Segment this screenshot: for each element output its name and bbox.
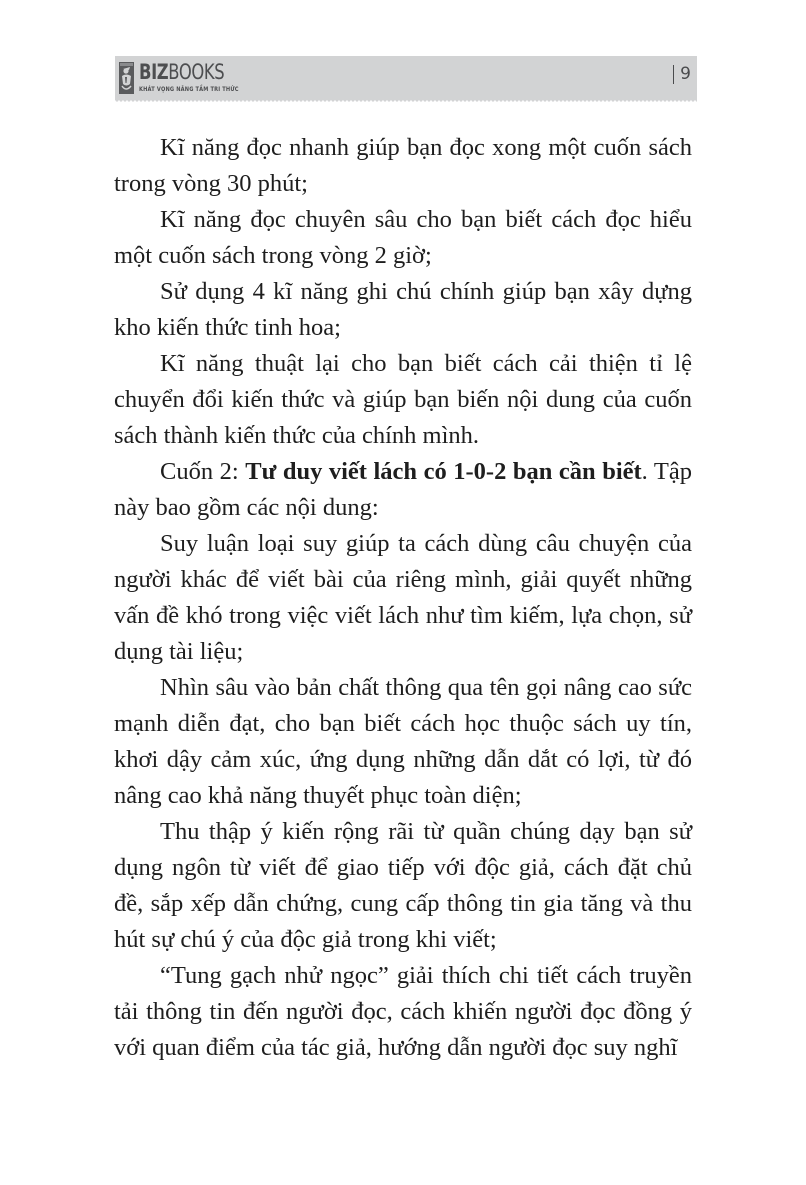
brand-bold: BIZ (139, 60, 169, 84)
body-text (114, 130, 692, 1066)
book-2-suffix: . Tập này bao gồm các nội dung: (114, 458, 692, 521)
running-header (115, 56, 697, 100)
page-number-value: 9 (680, 64, 691, 84)
book-figure-icon (119, 62, 134, 94)
page-number-divider (673, 65, 674, 84)
book-2-prefix: Cuốn 2: (160, 458, 246, 485)
brand-logo-text (139, 59, 224, 85)
paragraph: Thu thập ý kiến rộng rãi từ quần chúng dạy bạn sử dụng ngôn từ viết để giao tiếp với độc giả, cách đặt chủ đề, sắp xếp dẫn chứng, cung cấp thông tin gia tăng và thu hút sự chú ý của độc giả trong khi viết; (114, 818, 692, 953)
paragraph: Kĩ năng đọc chuyên sâu cho bạn biết cách đọc hiểu một cuốn sách trong vòng 2 giờ; (114, 206, 692, 269)
brand-tagline: KHÁT VỌNG NÂNG TẦM TRI THỨC (139, 86, 239, 93)
paragraph-book-2 (114, 454, 692, 526)
paragraph: Nhìn sâu vào bản chất thông qua tên gọi nâng cao sức mạnh diễn đạt, cho bạn biết cách học thuộc sách uy tín, khơi dậy cảm xúc, ứng dụng những dẫn dắt có lợi, từ đó nâng cao khả năng thuyết phục toàn diện; (114, 674, 692, 809)
paragraph: Suy luận loại suy giúp ta cách dùng câu chuyện của người khác để viết bài của riêng mình, giải quyết những vấn đề khó trong việc viết lách như tìm kiếm, lựa chọn, sử dụng tài liệu; (114, 530, 692, 665)
paragraph: “Tung gạch nhử ngọc” giải thích chi tiết cách truyền tải thông tin đến người đọc, cách khiến người đọc đồng ý với quan điểm của tác giả, hướng dẫn người đọc suy nghĩ (114, 962, 692, 1061)
page-number (673, 64, 691, 84)
brand-regular: BOOKS (168, 60, 225, 84)
book-2-title: Tư duy viết lách có 1-0-2 bạn cần biết (245, 458, 642, 485)
paragraph: Kĩ năng đọc nhanh giúp bạn đọc xong một cuốn sách trong vòng 30 phút; (114, 134, 692, 197)
paragraph: Kĩ năng thuật lại cho bạn biết cách cải thiện tỉ lệ chuyển đổi kiến thức và giúp bạn biến nội dung của cuốn sách thành kiến thức của chính mình. (114, 350, 692, 449)
paragraph: Sử dụng 4 kĩ năng ghi chú chính giúp bạn xây dựng kho kiến thức tinh hoa; (114, 278, 692, 341)
